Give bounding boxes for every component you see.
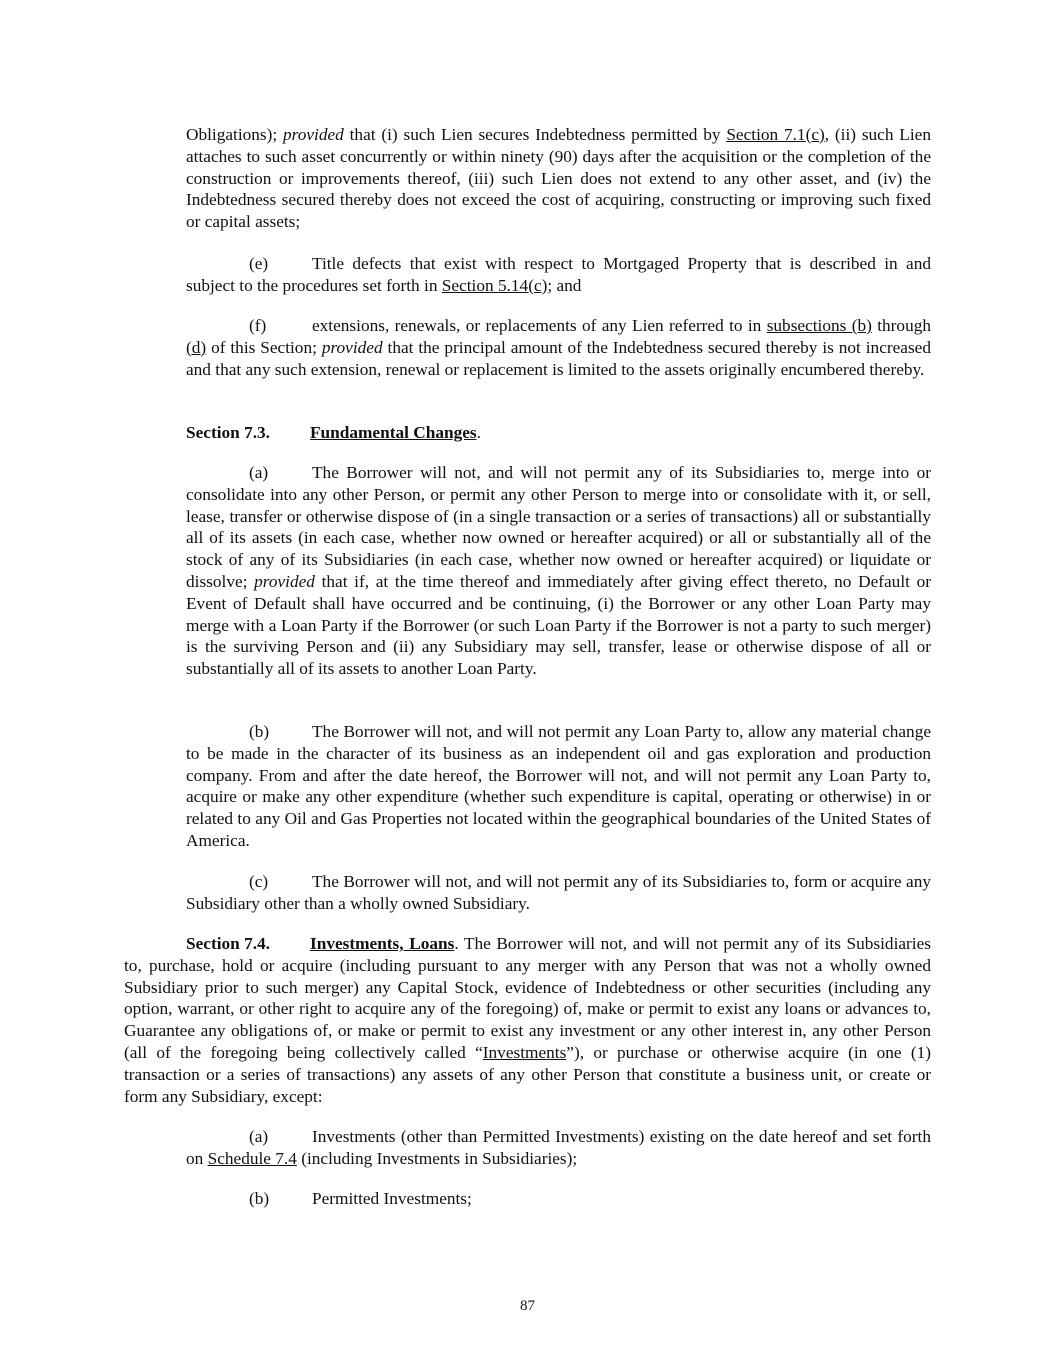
text: , (ii) such Lien attaches to such asset concurrently or within ninety (90) days after the acquisition or the completion of the construction or improvements thereof, (iii) such Lien does not extend to any other asset, and (iv) the Indebtedness secured thereby does not exceed the cost of acquiring, constructing or improving such fixed or capital assets; xyxy=(186,125,931,232)
text: that (i) such Lien secures Indebtedness permitted by xyxy=(343,125,727,144)
text: through xyxy=(871,316,931,335)
text: . xyxy=(476,423,481,442)
paragraph-f-extensions xyxy=(186,315,931,380)
italic-term: provided xyxy=(283,125,344,144)
paragraph-lien-conditions xyxy=(186,124,931,233)
italic-term: provided xyxy=(321,337,383,357)
section-reference: Section 7.1(c) xyxy=(726,125,825,144)
section-7-4-paragraph xyxy=(124,933,931,1107)
text: of this Section; xyxy=(206,337,322,357)
schedule-reference: Schedule 7.4 xyxy=(207,1148,297,1168)
clause-label: (a) xyxy=(249,1127,269,1146)
clause-label: (c) xyxy=(249,872,269,891)
paragraph-7-4-b xyxy=(186,1188,931,1210)
defined-term: Investments xyxy=(482,1042,567,1062)
paragraph-7-3-b xyxy=(186,721,931,852)
section-number: Section 7.4. xyxy=(186,934,271,953)
text: The Borrower will not, and will not permit any of its Subsidiaries to, form or acquire any Subsidiary other than a wholly owned Subsidiary. xyxy=(186,872,931,913)
text: . The Borrower will not, and will not permit any of its Subsidiaries to, purchase, hold or acquire (including pursuant to any merger with any Person that was not a wholly owned Subsidiary prior to such merger) any Capital Stock, evidence of Indebtedness or other securities (including any option, warrant, or other right to acquire any of the foregoing) of, make or permit to exist any loans or advances to, Guarantee any obligations of, or make or permit to exist any investment or any other interest in, any other Person (all of the foregoing being collectively called “ xyxy=(124,934,931,1062)
clause-label: (e) xyxy=(249,254,269,273)
section-title: Investments, Loans xyxy=(310,934,455,953)
clause-label: (f) xyxy=(249,316,267,335)
text: ; and xyxy=(547,275,582,295)
clause-label: (a) xyxy=(249,463,269,482)
text: Investments (other than Permitted Investments) existing on the date hereof and set forth on xyxy=(186,1127,931,1168)
page-number: 87 xyxy=(520,1298,535,1314)
text: Permitted Investments; xyxy=(312,1189,472,1208)
section-title: Fundamental Changes xyxy=(310,423,477,442)
paragraph-e-title-defects xyxy=(186,253,931,297)
text: Title defects that exist with respect to Mortgaged Property that is described in and subject to the procedures set forth in xyxy=(186,254,931,295)
text: that if, at the time thereof and immediately after giving effect thereto, no Default or Event of Default shall have occurred and be continuing, (i) the Borrower or any other Loan Party may merge with a Loan Party if the Borrower (or such Loan Party if the Borrower is not a party to such merger) is the surviving Person and (ii) any Subsidiary may sell, transfer, lease or otherwise dispose of all or substantially all of its assets to another Loan Party. xyxy=(186,571,931,679)
text: The Borrower will not, and will not permit any Loan Party to, allow any material change to be made in the character of its business as an independent oil and gas exploration and production company. From and after the date hereof, the Borrower will not, and will not permit any Loan Party to, acquire or make any other expenditure (whether such expenditure is capital, operating or otherwise) in or related to any Oil and Gas Properties not located within the geographical boundaries of the United States of America. xyxy=(186,722,931,850)
text: extensions, renewals, or replacements of any Lien referred to in xyxy=(312,316,767,335)
clause-label: (b) xyxy=(249,1189,270,1208)
text: (including Investments in Subsidiaries); xyxy=(296,1148,578,1168)
text: that the principal amount of the Indebtedness secured thereby is not increased and that any such extension, renewal or replacement is limited to the assets originally encumbered thereby. xyxy=(186,337,931,379)
paragraph-7-4-a xyxy=(186,1126,931,1170)
section-reference: Section 5.14(c) xyxy=(441,275,548,295)
text: ”), or purchase or otherwise acquire (in one (1) transaction or a series of transactions) any assets of any other Person that constitute a business unit, or create or form any Subsidiary, except: xyxy=(124,1042,932,1106)
clause-label: (b) xyxy=(249,722,270,741)
section-number: Section 7.3. xyxy=(186,423,271,442)
section-reference: (d) xyxy=(186,337,207,357)
paragraph-7-3-a xyxy=(186,462,931,680)
text: Obligations); xyxy=(186,125,284,144)
paragraph-7-3-c xyxy=(186,871,931,915)
italic-term: provided xyxy=(254,571,315,591)
text: The Borrower will not, and will not permit any of its Subsidiaries to, merge into or consolidate into any other Person, or permit any other Person to merge into or consolidate with it, or sell, lease, transfer or otherwise dispose of (in a single transaction or a series of transactions) all or substantially all of its assets (in each case, whether now owned or hereafter acquired) or all or substantially all of the stock of any of its Subsidiaries (in each case, whether now owned or hereafter acquired) or liquidate or dissolve; xyxy=(186,463,931,591)
section-reference: subsections (b) xyxy=(766,316,872,335)
section-7-3-heading xyxy=(186,422,931,444)
